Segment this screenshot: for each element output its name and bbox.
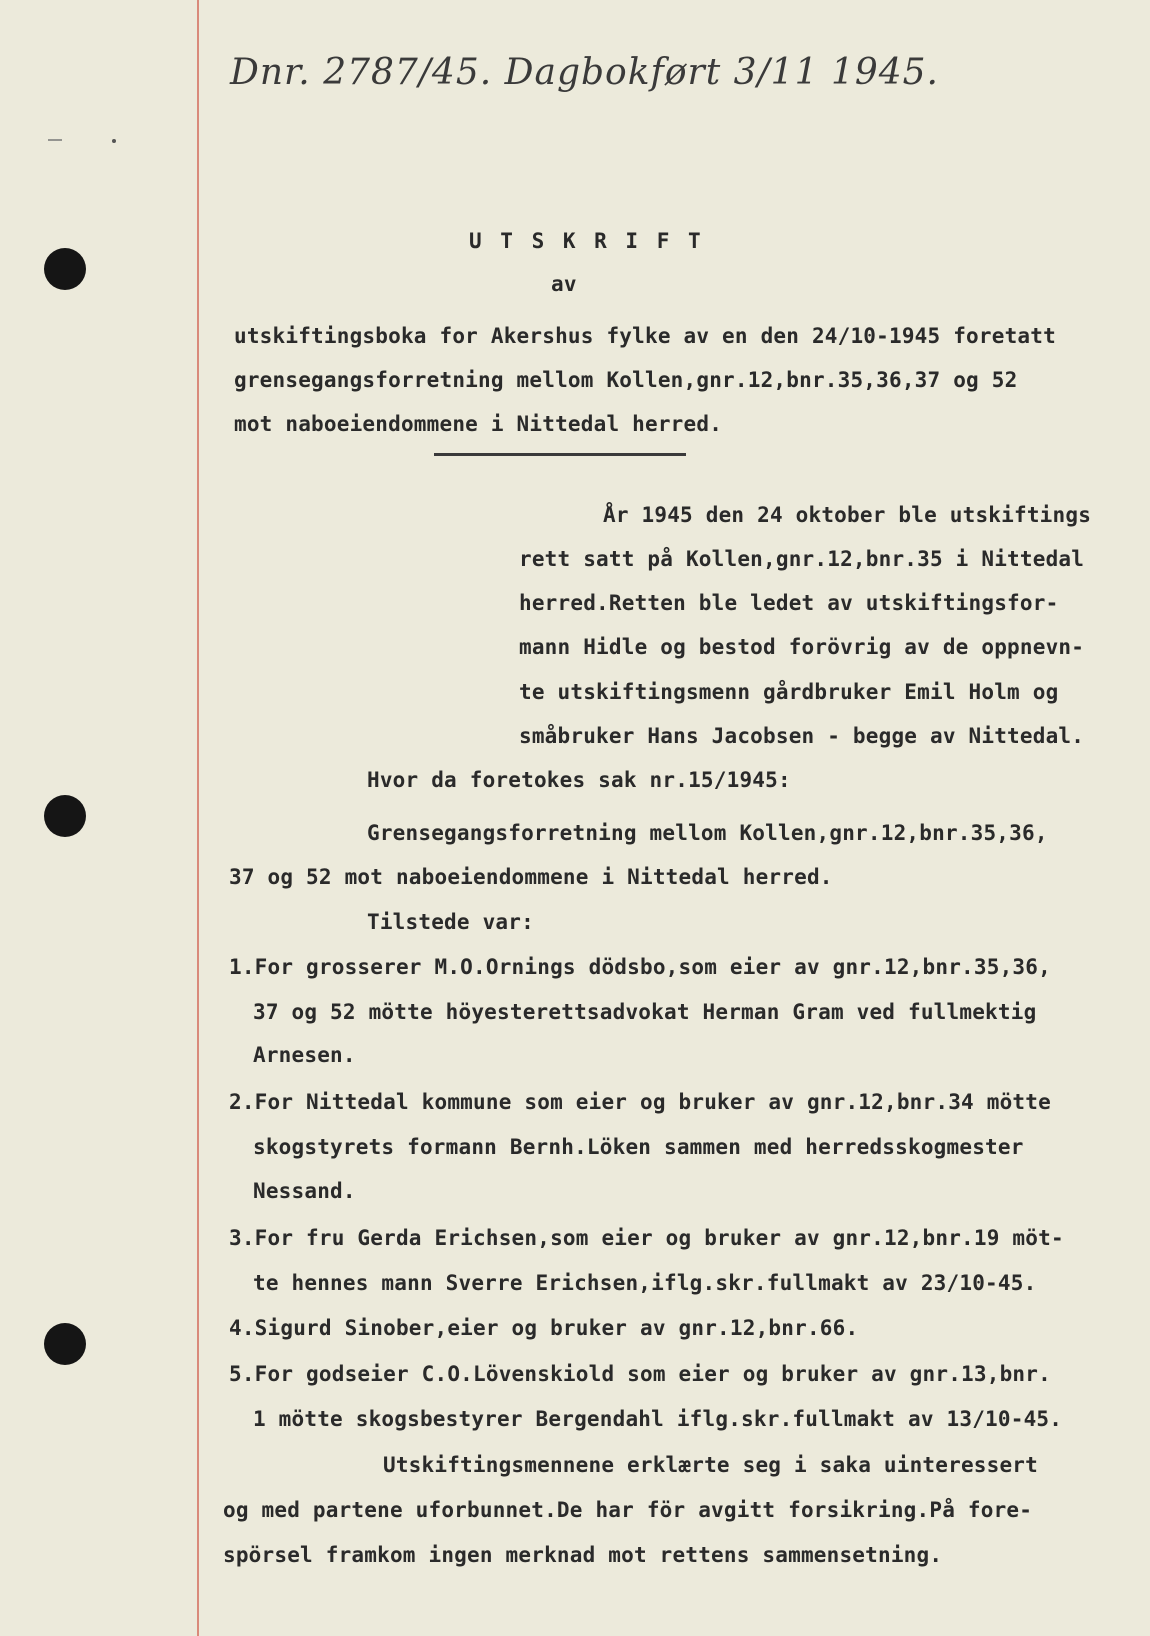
section-divider xyxy=(434,453,686,456)
body-line: 37 og 52 mötte höyesterettsadvokat Herman Gram ved fullmektig xyxy=(253,1000,1037,1024)
margin-rule xyxy=(197,0,199,1636)
body-line: 1.For grosserer M.O.Ornings dödsbo,som eier av gnr.12,bnr.35,36, xyxy=(229,955,1051,979)
intro-line: mot naboeiendommene i Nittedal herred. xyxy=(234,412,723,436)
body-line: og med partene uforbunnet.De har för avgitt forsikring.På fore- xyxy=(223,1498,1033,1522)
body-line: 37 og 52 mot naboeiendommene i Nittedal herred. xyxy=(229,865,833,889)
body-line: 2.For Nittedal kommune som eier og bruker av gnr.12,bnr.34 mötte xyxy=(229,1090,1051,1114)
body-line: mann Hidle og bestod forövrig av de oppnevn- xyxy=(519,635,1085,659)
body-line: te hennes mann Sverre Erichsen,iflg.skr.fullmakt av 23/10-45. xyxy=(253,1271,1037,1295)
body-line: Hvor da foretokes sak nr.15/1945: xyxy=(367,768,791,792)
body-line: Nessand. xyxy=(253,1179,356,1203)
punch-hole xyxy=(44,248,86,290)
intro-line: utskiftingsboka for Akershus fylke av en den 24/10-1945 foretatt xyxy=(234,324,1056,348)
document-title-av: av xyxy=(551,272,577,296)
body-line: te utskiftingsmenn gårdbruker Emil Holm og xyxy=(519,680,1059,704)
body-line: Grensegangsforretning mellom Kollen,gnr.12,bnr.35,36, xyxy=(367,821,1048,845)
body-line: 3.For fru Gerda Erichsen,som eier og bruker av gnr.12,bnr.19 möt- xyxy=(229,1226,1064,1250)
body-line: Tilstede var: xyxy=(367,910,534,934)
document-title: U T S K R I F T xyxy=(469,229,704,253)
body-line: skogstyrets formann Bernh.Löken sammen med herredsskogmester xyxy=(253,1135,1024,1159)
body-line: rett satt på Kollen,gnr.12,bnr.35 i Nittedal xyxy=(519,547,1085,571)
body-line: 5.For godseier C.O.Lövenskiold som eier og bruker av gnr.13,bnr. xyxy=(229,1362,1051,1386)
punch-hole xyxy=(44,795,86,837)
body-line: herred.Retten ble ledet av utskiftingsfor- xyxy=(519,591,1059,615)
pencil-mark xyxy=(48,136,118,146)
body-line: Utskiftingsmennene erklærte seg i saka uinteressert xyxy=(383,1453,1038,1477)
body-line: småbruker Hans Jacobsen - begge av Nittedal. xyxy=(519,724,1085,748)
body-line: 4.Sigurd Sinober,eier og bruker av gnr.12,bnr.66. xyxy=(229,1316,859,1340)
body-line: spörsel framkom ingen merknad mot rettens sammensetning. xyxy=(223,1543,943,1567)
body-line: År 1945 den 24 oktober ble utskiftings xyxy=(603,503,1092,527)
body-line: Arnesen. xyxy=(253,1043,356,1067)
punch-hole xyxy=(44,1323,86,1365)
intro-line: grensegangsforretning mellom Kollen,gnr.12,bnr.35,36,37 og 52 xyxy=(234,368,1018,392)
body-line: 1 mötte skogsbestyrer Bergendahl iflg.skr.fullmakt av 13/10-45. xyxy=(253,1407,1063,1431)
handwritten-note: Dnr. 2787/45. Dagbokført 3/11 1945. xyxy=(230,52,939,93)
